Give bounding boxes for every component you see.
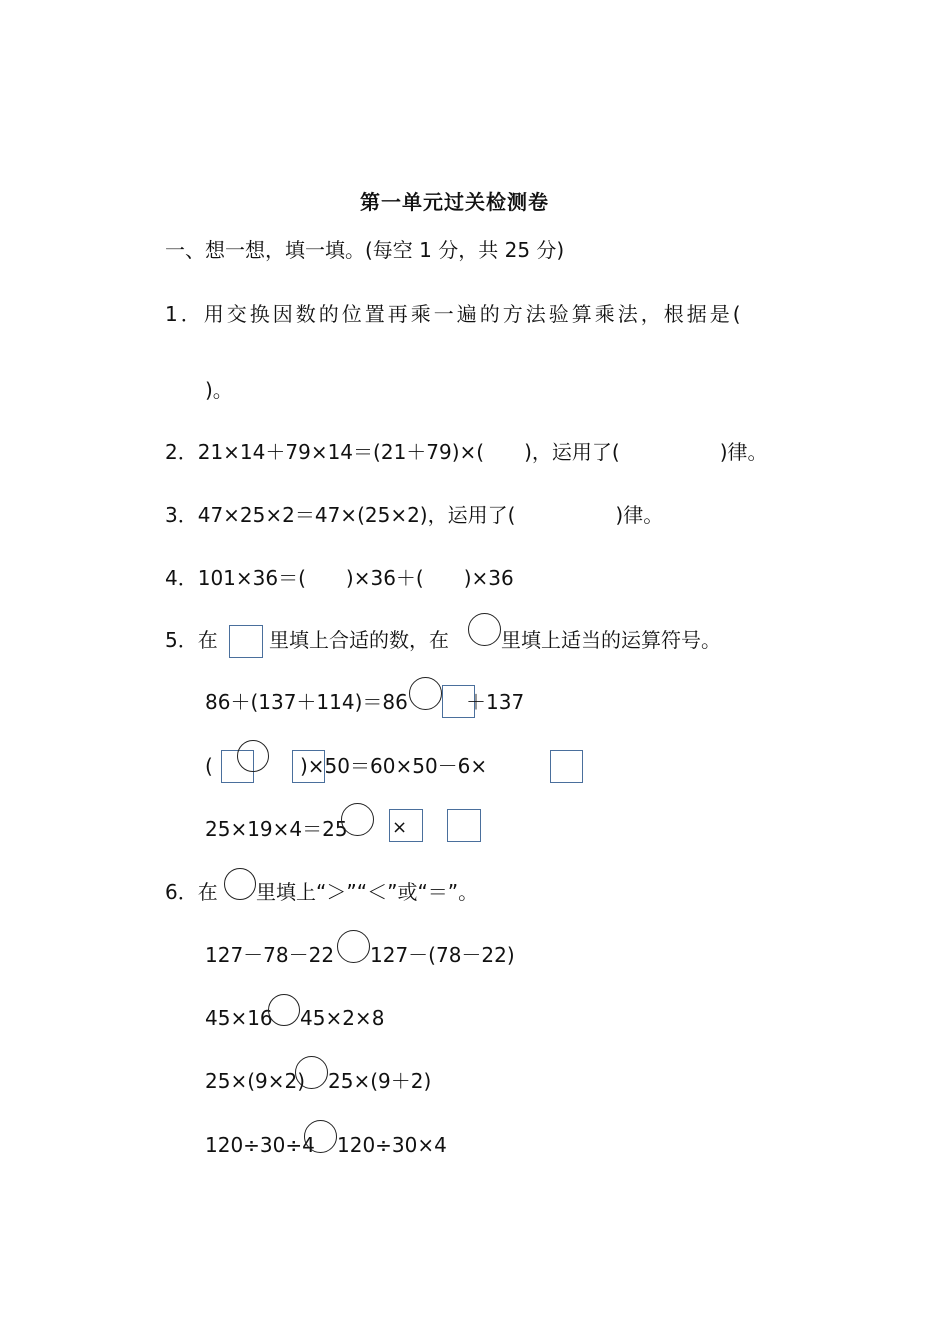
page-title: 第一单元过关检测卷 xyxy=(360,190,549,214)
q5-equation-1-left: 86＋(137＋114)＝86 xyxy=(205,690,408,714)
q5-equation-1-right: ＋137 xyxy=(466,690,525,714)
answer-circle[interactable] xyxy=(237,740,269,772)
q6-compare-4-left: 120÷30÷4 xyxy=(205,1133,315,1157)
box-multiply-sign: × xyxy=(392,817,408,838)
answer-circle[interactable] xyxy=(341,803,374,836)
question-5-prefix: 5．在 xyxy=(165,628,218,652)
answer-box[interactable] xyxy=(229,625,263,658)
q6-compare-3-left: 25×(9×2) xyxy=(205,1069,306,1093)
q6-compare-1-left: 127－78－22 xyxy=(205,943,335,967)
section-heading: 一、想一想，填一填。(每空 1 分，共 25 分) xyxy=(165,238,565,262)
answer-circle[interactable] xyxy=(304,1120,337,1153)
question-6-prefix: 6．在 xyxy=(165,880,218,904)
question-6-suffix: 里填上“＞”“＜”或“＝”。 xyxy=(256,880,479,904)
q5-equation-2-rest: )×50＝60×50－6× xyxy=(300,754,488,778)
q6-compare-4-right: 120÷30×4 xyxy=(337,1133,447,1157)
q5-equation-3-left: 25×19×4＝25 xyxy=(205,817,348,841)
q6-compare-3-right: 25×(9＋2) xyxy=(328,1069,432,1093)
question-4: 4．101×36＝( )×36＋( )×36 xyxy=(165,566,514,590)
question-5-mid: 里填上合适的数，在 xyxy=(269,628,449,652)
question-2: 2．21×14＋79×14＝(21＋79)×( )，运用了( )律。 xyxy=(165,440,768,464)
answer-box[interactable] xyxy=(550,750,583,783)
q6-compare-2-left: 45×16 xyxy=(205,1006,273,1030)
q6-compare-2-right: 45×2×8 xyxy=(300,1006,385,1030)
answer-circle[interactable] xyxy=(337,930,370,963)
answer-circle[interactable] xyxy=(409,677,442,710)
answer-circle[interactable] xyxy=(468,613,501,646)
q6-compare-1-right: 127－(78－22) xyxy=(370,943,515,967)
answer-box[interactable] xyxy=(447,809,481,842)
question-1-line-1: 1．用交换因数的位置再乘一遍的方法验算乘法，根据是( xyxy=(165,302,744,326)
answer-circle[interactable] xyxy=(268,994,300,1026)
q5-equation-2-open: ( xyxy=(205,754,213,778)
answer-circle[interactable] xyxy=(224,868,256,900)
question-5-suffix: 里填上适当的运算符号。 xyxy=(501,628,721,652)
question-3: 3．47×25×2＝47×(25×2)，运用了( )律。 xyxy=(165,503,664,527)
question-1-line-2: )。 xyxy=(205,378,233,402)
answer-circle[interactable] xyxy=(295,1056,328,1089)
